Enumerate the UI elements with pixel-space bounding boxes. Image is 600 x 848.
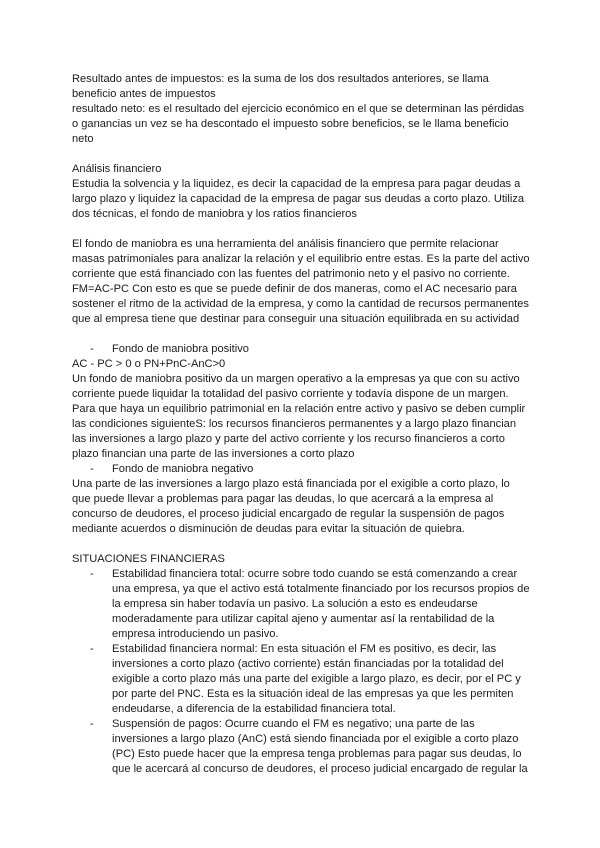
- list-item-text: Suspensión de pagos: Ocurre cuando el FM es negativo; una parte de las inversiones a largo plazo (AnC) está siendo financiada por el exigible a corto plazo (PC) Esto puede hacer que la empresa tenga problemas para pagar sus deudas, lo que le acercará al concurso de deudores, el proceso judicial encargado de regular la: [112, 718, 528, 775]
- heading-analisis-financiero: Análisis financiero: [72, 163, 162, 175]
- bullet-fondo-positivo: [72, 342, 530, 357]
- bullet-label: Fondo de maniobra negativo: [112, 463, 254, 475]
- paragraph-fondo-negativo: Una parte de las inversiones a largo plazo está financiada por el exigible a corto plazo, lo que puede llevar a problemas para pagar las deudas, lo que acercará a la empresa al concurso de deudores, el proceso judicial encargado de regular la suspensión de pagos mediante acuerdos o disminución de deudas para evitar la situación de quiebra.: [72, 478, 510, 535]
- bullet-dash: -: [90, 718, 94, 730]
- heading-situaciones-financieras: SITUACIONES FINANCIERAS: [72, 553, 225, 565]
- paragraph-analisis: Estudia la solvencia y la liquidez, es decir la capacidad de la empresa para pagar deudas a largo plazo y liquidez la capacidad de la empresa de pagar sus deudas a corto plazo. Utiliza dos técnicas, el fondo de maniobra y los ratios financieros: [72, 178, 525, 220]
- bullet-label: Fondo de maniobra positivo: [112, 343, 249, 355]
- spacer: [72, 222, 530, 237]
- spacer: [72, 537, 530, 552]
- bullet-dash: -: [90, 343, 94, 355]
- document-page: [72, 72, 530, 777]
- list-item: [72, 717, 530, 777]
- list-item: [72, 567, 530, 642]
- paragraph-fondo-maniobra: El fondo de maniobra es una herramienta del análisis financiero que permite relacionar masas patrimoniales para analizar la relación y el equilibrio entre estas. Es la parte del activo corriente que está financiado con las fuentes del patrimonio neto y el pasivo no corriente. FM=AC-PC Con esto es que se puede definir de dos maneras, como el AC necesario para sostener el ritmo de la actividad de la empresa, y como la cantidad de recursos permanentes que al empresa tiene que destinar para conseguir una situación equilibrada en su actividad: [72, 238, 530, 325]
- spacer: [72, 147, 530, 162]
- bullet-fondo-negativo: [72, 462, 530, 477]
- spacer: [72, 327, 530, 342]
- bullet-dash: -: [90, 643, 94, 655]
- paragraph-resultado-antes: Resultado antes de impuestos: es la suma de los dos resultados anteriores, se llama beneficio antes de impuestos: [72, 73, 489, 100]
- situaciones-list: [72, 567, 530, 777]
- list-item-text: Estabilidad financiera total: ocurre sobre todo cuando se está comenzando a crear una empresa, ya que el activo está totalmente financiado por los recursos propios de la empresa sin haber todavía un pasivo. La solución a esto es endeudarse moderadamente para utilizar capital ajeno y aumentar así la rentabilidad de la empresa introduciendo un pasivo.: [112, 568, 530, 640]
- list-item-text: Estabilidad financiera normal: En esta situación el FM es positivo, es decir, las inversiones a corto plazo (activo corriente) están financiadas por la totalidad del exigible a corto plazo más una parte del exigible a largo plazo, es decir, por el PC y por parte del PNC. Esta es la situación ideal de las empresas ya que les permiten endeudarse, a diferencia de la estabilidad financiera total.: [112, 643, 521, 715]
- paragraph-fondo-positivo: Un fondo de maniobra positivo da un margen operativo a la empresas ya que con su activo corriente puede liquidar la totalidad del pasivo corriente y todavía dispone de un margen. Para que haya un equilibrio patrimonial en la relación entre activo y pasivo se deben cumplir las condiciones siguienteS: los recursos financieros permanentes y a largo plazo financian las inversiones a largo plazo y parte del activo corriente y los recurso financieros a corto plazo financian una parte de las inversiones a corto plazo: [72, 373, 526, 460]
- list-item: [72, 642, 530, 717]
- bullet-dash: -: [90, 463, 94, 475]
- paragraph-resultado-neto: resultado neto: es el resultado del ejercicio económico en el que se determinan las pérdidas o ganancias un vez se ha descontado el impuesto sobre beneficios, se le llama beneficio neto: [72, 103, 525, 145]
- formula-fondo-positivo: AC - PC > 0 o PN+PnC-AnC>0: [72, 358, 226, 370]
- bullet-dash: -: [90, 568, 94, 580]
